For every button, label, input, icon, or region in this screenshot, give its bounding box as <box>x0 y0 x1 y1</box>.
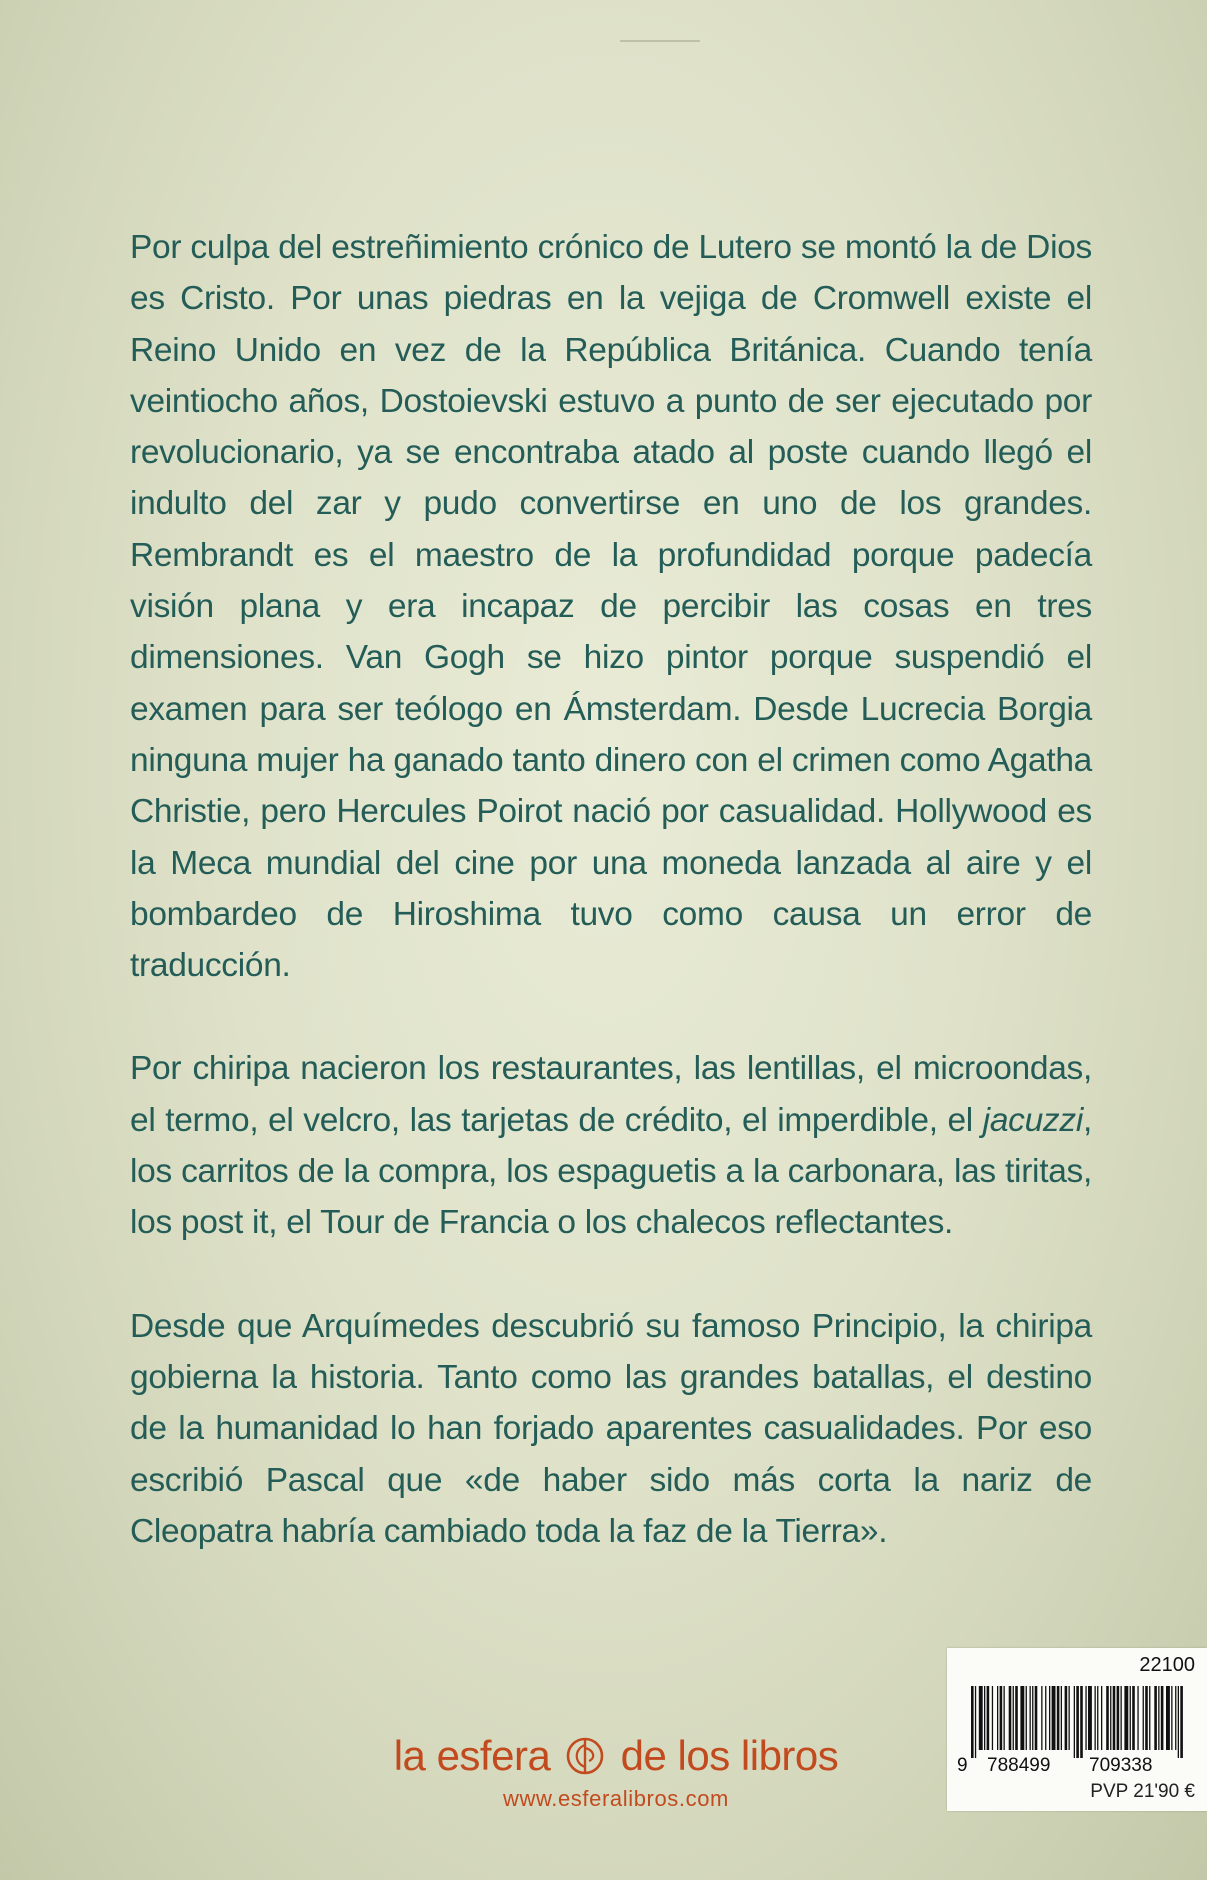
barcode-bar <box>1097 1686 1098 1750</box>
barcode-bar <box>1004 1686 1005 1750</box>
barcode-digit-group-1: 788499 <box>987 1755 1051 1776</box>
barcode-bar <box>1137 1686 1138 1750</box>
barcode-bar <box>1061 1686 1062 1750</box>
barcode-bar <box>1057 1686 1060 1750</box>
barcode-bar <box>971 1686 974 1758</box>
barcode-bar <box>1045 1686 1046 1750</box>
barcode-bar <box>975 1686 976 1758</box>
barcode-bar <box>1166 1686 1170 1750</box>
publisher-logo-part-2: de los libros <box>620 1732 839 1779</box>
price-tag: PVP 21'90 € <box>1090 1781 1195 1802</box>
barcode-bar <box>1101 1686 1102 1750</box>
barcode-bar <box>984 1686 985 1750</box>
barcode-digit-group-2: 709338 <box>1089 1755 1153 1776</box>
barcode-bar <box>1074 1686 1075 1758</box>
barcode-bar <box>1030 1686 1031 1750</box>
barcode-bar <box>1069 1686 1070 1750</box>
barcode-bar <box>1145 1686 1148 1750</box>
barcode-bar <box>1161 1686 1164 1750</box>
scuff-mark <box>620 40 700 42</box>
barcode-label <box>947 1648 1207 1811</box>
publisher-logo-part-1: la esfera <box>393 1732 551 1779</box>
blurb-paragraph-1: Por culpa del estreñimiento crónico de Lutero se montó la de Dios es Cristo. Por unas piedras en la vejiga de Cromwell existe el Reino Unido en vez de la República Británica. Cuando tenía veintiocho años, Dostoievski estuvo a punto de ser ejecutado por revolucionario, ya se encontraba atado al poste cuando llegó el indulto del zar y pudo convertirse en uno de los grandes. Rembrandt es el maestro de la profundidad porque padecía visión plana y era incapaz de percibir las cosas en tres dimensiones. Van Gogh se hizo pintor porque suspendió el examen para ser teólogo en Ámsterdam. Desde Lucrecia Borgia ninguna mujer ha ganado tanto dinero con el crimen como Agatha Christie, pero Hercules Poirot nació por casualidad. Hollywood es la Meca mundial del cine por una moneda lanzada al aire y el bombardeo de Hiroshima tuvo como causa un error de traducción. <box>130 229 1092 985</box>
barcode-bar <box>1085 1686 1086 1750</box>
blurb-paragraph-2-end: , los carritos de la compra, los espaguetis a la carbonara, las tiritas, los post it, el Tour de Francia o los chalecos reflectantes. <box>130 1101 1092 1242</box>
barcode-bar <box>1149 1686 1150 1750</box>
barcode-bar <box>1130 1686 1131 1750</box>
barcode-bar <box>997 1686 998 1750</box>
barcode-bar <box>1080 1686 1083 1758</box>
barcode-bar <box>1121 1686 1122 1750</box>
barcode-bar <box>1117 1686 1120 1750</box>
barcode-digit-lead: 9 <box>957 1755 968 1776</box>
barcode-bar <box>1113 1686 1116 1750</box>
barcode-bar <box>1178 1686 1179 1758</box>
barcode-bar <box>1171 1686 1172 1750</box>
barcode-bar <box>1132 1686 1135 1750</box>
barcode-bar <box>1076 1686 1079 1758</box>
barcode-bar <box>1020 1686 1024 1750</box>
barcode-bar <box>1110 1686 1111 1750</box>
barcode-bar <box>1143 1686 1144 1750</box>
blurb-paragraph-2-start: Por chiripa nacieron los restaurantes, las lentillas, el microondas, el termo, el velcro, las tarjetas de crédito, el imperdible, el <box>130 1050 1092 1139</box>
barcode-bar <box>1180 1686 1183 1758</box>
barcode-bar <box>1065 1686 1068 1750</box>
barcode-bar <box>1124 1686 1128 1750</box>
barcode-bar <box>1041 1686 1042 1750</box>
blurb-paragraph-2 <box>130 1043 1092 1248</box>
barcode-bar <box>979 1686 983 1750</box>
barcode-bar <box>1032 1686 1033 1750</box>
blurb-italic-word: jacuzzi <box>982 1101 1083 1139</box>
barcode-bar <box>1026 1686 1027 1750</box>
barcode-bar <box>1158 1686 1159 1750</box>
publisher-emblem-icon <box>565 1736 605 1776</box>
barcode-bar <box>1106 1686 1109 1750</box>
barcode-bar <box>1013 1686 1014 1750</box>
barcode-bar <box>1015 1686 1018 1750</box>
barcode-bar <box>987 1686 990 1750</box>
barcode-bar <box>1095 1686 1096 1750</box>
barcode-bar <box>1000 1686 1003 1750</box>
barcode-bar <box>1052 1686 1056 1750</box>
barcode-bar <box>1175 1686 1176 1750</box>
barcode-bar <box>1088 1686 1092 1750</box>
barcode-code: 22100 <box>1139 1654 1195 1676</box>
blurb-paragraph-3: Desde que Arquímedes descubrió su famoso Principio, la chiripa gobierna la historia. Tanto como las grandes batallas, el destino de la humanidad lo han forjado aparentes casualidades. Por eso escribió Pascal que «de haber sido más corta la nariz de Cleopatra habría cambiado toda la faz de la Tierra». <box>130 1307 1092 1550</box>
publisher-logo <box>392 1732 840 1780</box>
publisher-url: www.esferalibros.com <box>503 1786 729 1811</box>
barcode-bar <box>1009 1686 1012 1750</box>
barcode-bar <box>1154 1686 1157 1750</box>
blurb-text <box>130 222 1092 1557</box>
barcode-bar <box>992 1686 993 1750</box>
barcode-bar <box>1049 1686 1050 1750</box>
barcode-bars <box>971 1686 1183 1758</box>
barcode-bar <box>1035 1686 1038 1750</box>
